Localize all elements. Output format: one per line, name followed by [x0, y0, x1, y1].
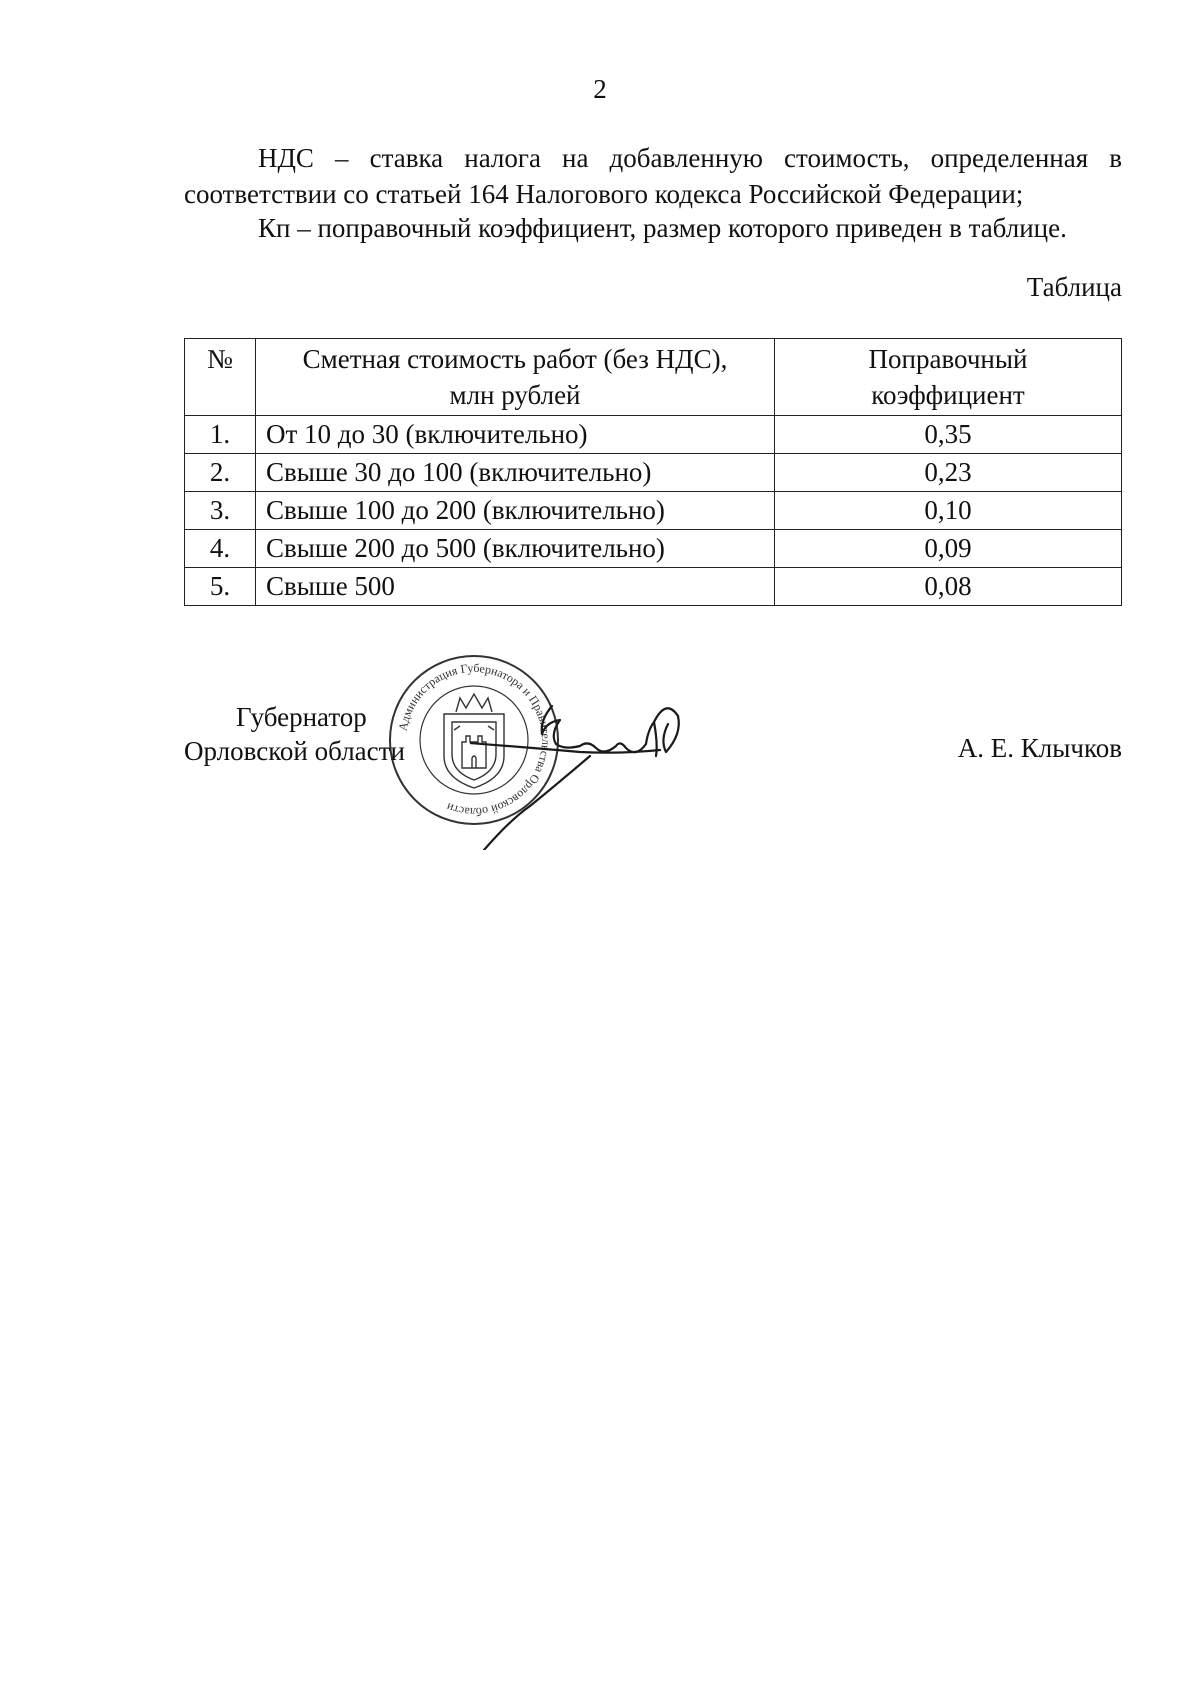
row-num: 2.	[185, 454, 256, 492]
paragraph-kp: Кп – поправочный коэффициент, размер которого приведен в таблице.	[258, 213, 1067, 243]
row-cost: Свыше 500	[256, 568, 775, 606]
page-number: 2	[593, 74, 607, 104]
table-row	[185, 568, 1122, 606]
signer-title-line2: Орловской области	[184, 736, 405, 766]
signer-title-line1: Губернатор	[236, 702, 367, 732]
header-coef	[775, 339, 1122, 416]
row-coef: 0,23	[775, 454, 1122, 492]
signer-name: А. Е. Клычков	[957, 733, 1122, 763]
table-header-row	[185, 339, 1122, 416]
row-cost: Свыше 200 до 500 (включительно)	[256, 530, 775, 568]
row-num: 1.	[185, 416, 256, 454]
header-num: №	[185, 339, 256, 416]
signer-title	[184, 700, 405, 768]
table-caption: Таблица	[1026, 272, 1122, 302]
row-coef: 0,10	[775, 492, 1122, 530]
paragraph-vat-line2: в соответствии со статьей 164 Налогового кодекса Российской Федерации;	[184, 143, 1123, 209]
table-row	[185, 416, 1122, 454]
header-coef-line2: коэффициент	[871, 380, 1025, 410]
seal-text: Администрация Губернатора и Правительства Орловской области	[395, 660, 554, 820]
header-coef-line1: Поправочный	[868, 344, 1028, 374]
row-cost: Свыше 30 до 100 (включительно)	[256, 454, 775, 492]
paragraph-vat-line1: НДС – ставка налога на добавленную стоимость, определенная	[258, 143, 1089, 173]
row-num: 5.	[185, 568, 256, 606]
row-cost: Свыше 100 до 200 (включительно)	[256, 492, 775, 530]
table-row	[185, 530, 1122, 568]
row-coef: 0,09	[775, 530, 1122, 568]
table-row	[185, 492, 1122, 530]
row-num: 3.	[185, 492, 256, 530]
table-row	[185, 454, 1122, 492]
header-cost-line1: Сметная стоимость работ (без НДС),	[302, 344, 728, 374]
handwritten-signature	[470, 700, 730, 850]
coefficient-table	[184, 338, 1122, 606]
header-cost-line2: млн рублей	[449, 380, 581, 410]
header-cost	[256, 339, 775, 416]
row-num: 4.	[185, 530, 256, 568]
row-cost: От 10 до 30 (включительно)	[256, 416, 775, 454]
paragraph-vat	[184, 140, 1122, 212]
row-coef: 0,35	[775, 416, 1122, 454]
row-coef: 0,08	[775, 568, 1122, 606]
